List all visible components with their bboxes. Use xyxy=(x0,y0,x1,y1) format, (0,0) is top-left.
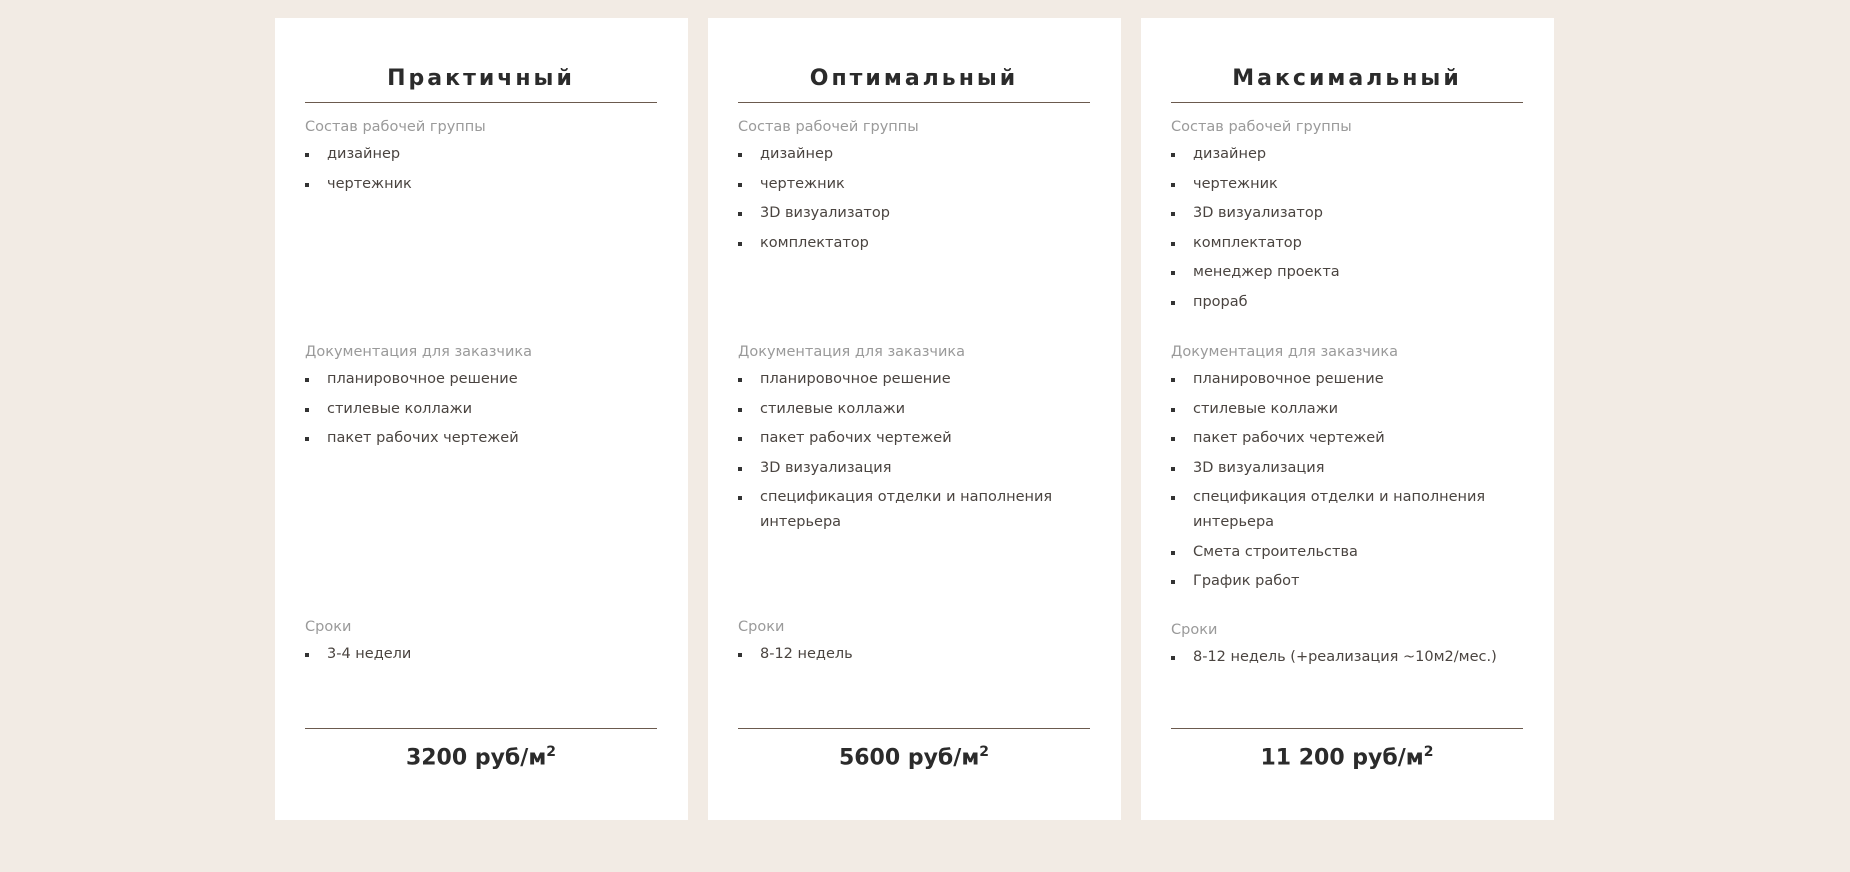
plan-price xyxy=(738,728,1090,770)
list-item xyxy=(738,367,1090,392)
section-heading: Состав рабочей группы xyxy=(738,119,919,135)
bullet-icon xyxy=(1171,183,1175,187)
list-item xyxy=(1171,260,1523,285)
bullet-icon xyxy=(1171,271,1175,275)
plan-section xyxy=(738,617,1090,728)
list-item xyxy=(305,426,657,451)
list-item-text: 3D визуализация xyxy=(1193,459,1325,476)
bullet-icon xyxy=(305,408,309,412)
bullet-icon xyxy=(738,496,742,500)
section-heading: Документация для заказчика xyxy=(738,344,966,360)
list-item-text: прораб xyxy=(1193,293,1248,310)
plan-section xyxy=(305,342,657,617)
section-list xyxy=(305,642,657,667)
bullet-icon xyxy=(1171,656,1175,660)
section-list xyxy=(305,142,657,197)
section-list xyxy=(1171,367,1523,594)
bullet-icon xyxy=(1171,378,1175,382)
list-item xyxy=(738,397,1090,422)
bullet-icon xyxy=(738,212,742,216)
list-item xyxy=(738,142,1090,167)
bullet-icon xyxy=(738,437,742,441)
list-item-text: чертежник xyxy=(327,175,412,192)
plan-section xyxy=(1171,620,1523,728)
bullet-icon xyxy=(305,378,309,382)
section-heading: Сроки xyxy=(738,619,785,635)
list-item xyxy=(738,642,1090,667)
plan-section xyxy=(738,117,1090,342)
price-unit-exponent: 2 xyxy=(979,744,990,760)
bullet-icon xyxy=(1171,242,1175,246)
list-item xyxy=(738,201,1090,226)
plan-card-optimal xyxy=(708,18,1121,820)
list-item xyxy=(1171,645,1523,670)
section-heading: Состав рабочей группы xyxy=(305,119,486,135)
list-item-text: чертежник xyxy=(1193,175,1278,192)
section-list xyxy=(738,142,1090,256)
list-item xyxy=(738,231,1090,256)
bullet-icon xyxy=(1171,153,1175,157)
list-item-text: комплектатор xyxy=(1193,234,1302,251)
section-heading: Состав рабочей группы xyxy=(1171,119,1352,135)
list-item xyxy=(1171,456,1523,481)
list-item xyxy=(1171,426,1523,451)
list-item-text: планировочное решение xyxy=(327,371,518,387)
section-list xyxy=(305,367,657,451)
bullet-icon xyxy=(1171,408,1175,412)
plan-title: Оптимальный xyxy=(738,18,1090,103)
section-list xyxy=(738,367,1090,535)
plan-title: Практичный xyxy=(305,18,657,103)
list-item xyxy=(1171,290,1523,315)
list-item-text: пакет рабочих чертежей xyxy=(1193,430,1385,446)
price-unit-exponent: 2 xyxy=(1423,744,1434,760)
bullet-icon xyxy=(738,408,742,412)
plan-price xyxy=(305,728,657,770)
list-item-text: стилевые коллажи xyxy=(327,400,473,417)
list-item xyxy=(1171,367,1523,392)
price-value: 3200 руб/м xyxy=(405,745,547,771)
list-item xyxy=(1171,397,1523,422)
plan-section xyxy=(305,617,657,728)
list-item-text: дизайнер xyxy=(327,146,401,162)
list-item-text: планировочное решение xyxy=(760,371,951,387)
list-item-text: менеджер проекта xyxy=(1193,264,1340,280)
bullet-icon xyxy=(738,467,742,471)
bullet-icon xyxy=(1171,437,1175,441)
list-item xyxy=(305,642,657,667)
plan-section xyxy=(1171,117,1523,342)
list-item xyxy=(738,172,1090,197)
list-item xyxy=(1171,540,1523,565)
list-item xyxy=(1171,142,1523,167)
bullet-icon xyxy=(738,378,742,382)
section-heading: Документация для заказчика xyxy=(305,344,533,360)
list-item xyxy=(305,142,657,167)
bullet-icon xyxy=(1171,496,1175,500)
section-list xyxy=(738,642,1090,667)
plan-title: Максимальный xyxy=(1171,18,1523,103)
plan-card-maximal xyxy=(1141,18,1554,820)
price-value: 11 200 руб/м xyxy=(1260,745,1424,771)
list-item-text: дизайнер xyxy=(760,146,834,162)
list-item-text: 3-4 недели xyxy=(327,646,412,662)
list-item-text: спецификация отделки и наполнения интерьера xyxy=(1193,489,1486,530)
bullet-icon xyxy=(1171,301,1175,305)
price-value: 5600 руб/м xyxy=(838,745,980,771)
list-item-text: пакет рабочих чертежей xyxy=(327,430,519,446)
bullet-icon xyxy=(738,242,742,246)
section-list xyxy=(1171,645,1523,670)
list-item-text: График работ xyxy=(1193,573,1300,589)
list-item-text: 8-12 недель xyxy=(760,646,853,662)
list-item xyxy=(305,367,657,392)
bullet-icon xyxy=(738,653,742,657)
list-item xyxy=(1171,172,1523,197)
bullet-icon xyxy=(305,153,309,157)
list-item-text: 3D визуализатор xyxy=(760,205,890,221)
list-item-text: Смета строительства xyxy=(1193,543,1358,560)
bullet-icon xyxy=(1171,467,1175,471)
section-heading: Документация для заказчика xyxy=(1171,344,1399,360)
list-item xyxy=(738,456,1090,481)
list-item-text: 3D визуализатор xyxy=(1193,205,1323,221)
section-heading: Сроки xyxy=(1171,622,1218,638)
plan-card-practical xyxy=(275,18,688,820)
bullet-icon xyxy=(305,653,309,657)
list-item-text: стилевые коллажи xyxy=(760,400,906,417)
plan-price xyxy=(1171,728,1523,770)
section-heading: Сроки xyxy=(305,619,352,635)
list-item xyxy=(738,485,1090,535)
list-item xyxy=(1171,231,1523,256)
list-item-text: чертежник xyxy=(760,175,845,192)
list-item-text: 3D визуализация xyxy=(760,459,892,476)
bullet-icon xyxy=(738,153,742,157)
bullet-icon xyxy=(738,183,742,187)
list-item xyxy=(305,397,657,422)
section-list xyxy=(1171,142,1523,315)
list-item xyxy=(1171,569,1523,594)
list-item xyxy=(305,172,657,197)
list-item xyxy=(1171,201,1523,226)
price-unit-exponent: 2 xyxy=(546,744,557,760)
list-item-text: комплектатор xyxy=(760,234,869,251)
list-item-text: 8-12 недель (+реализация ~10м2/мес.) xyxy=(1193,649,1497,665)
bullet-icon xyxy=(1171,580,1175,584)
list-item xyxy=(738,426,1090,451)
list-item-text: дизайнер xyxy=(1193,146,1267,162)
plan-section xyxy=(305,117,657,342)
list-item-text: спецификация отделки и наполнения интерьера xyxy=(760,489,1053,530)
plan-section xyxy=(738,342,1090,617)
list-item-text: пакет рабочих чертежей xyxy=(760,430,952,446)
list-item-text: стилевые коллажи xyxy=(1193,400,1339,417)
bullet-icon xyxy=(1171,551,1175,555)
bullet-icon xyxy=(305,183,309,187)
bullet-icon xyxy=(1171,212,1175,216)
bullet-icon xyxy=(305,437,309,441)
list-item xyxy=(1171,485,1523,535)
plan-section xyxy=(1171,342,1523,620)
list-item-text: планировочное решение xyxy=(1193,371,1384,387)
